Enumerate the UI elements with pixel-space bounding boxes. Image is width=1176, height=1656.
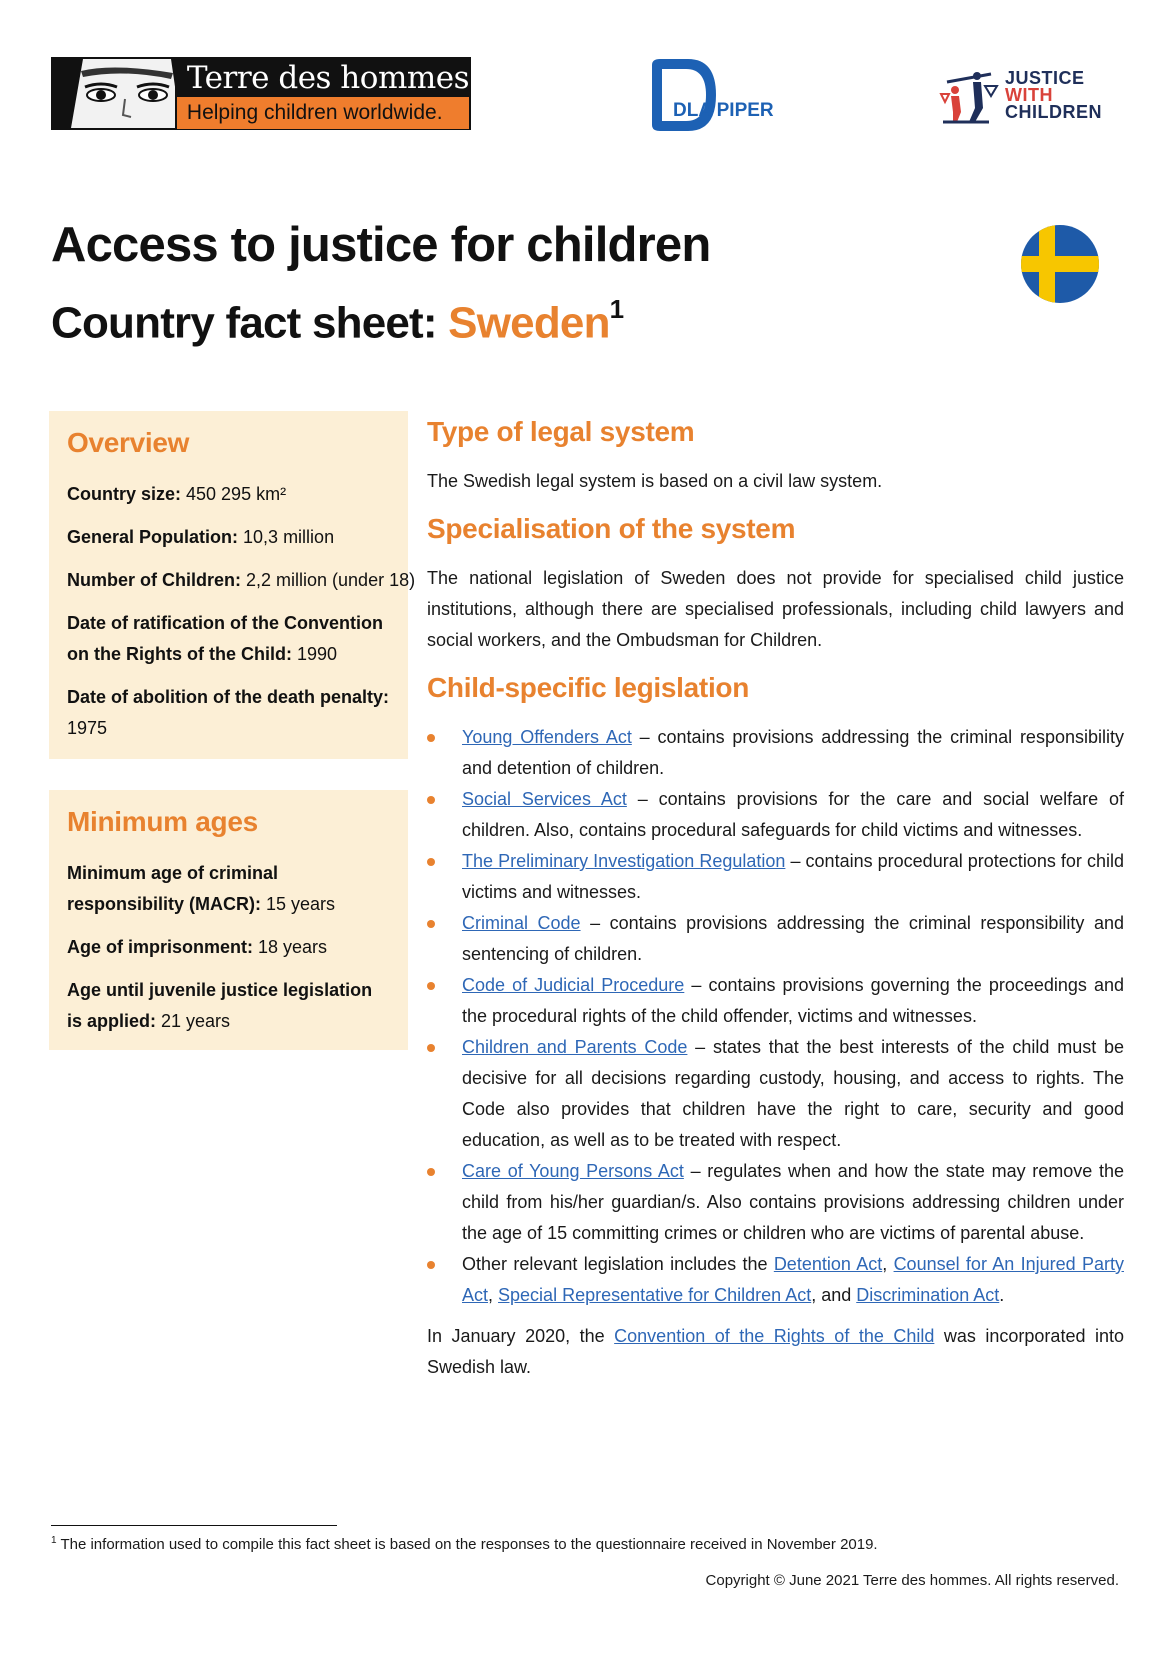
minimum-ages-heading: Minimum ages — [67, 806, 258, 837]
justice-scales-icon — [939, 68, 1003, 124]
page-title: Access to justice for children — [51, 218, 711, 272]
fact-number-of-children: Number of Children: 2,2 million (under 18) — [67, 570, 416, 590]
fact-death-penalty-abolition: Date of abolition of the death penalty: 1975 — [67, 687, 390, 738]
dla-piper-name: DLA PIPER — [673, 100, 774, 121]
bullet-icon — [427, 734, 435, 742]
list-item: Young Offenders Act – contains provisions addressing the criminal responsibility and detention of children. — [427, 722, 1124, 784]
country-name: Sweden — [448, 298, 610, 348]
terre-des-hommes-logo — [51, 57, 471, 130]
legislation-list — [427, 722, 1124, 1311]
bullet-icon — [427, 1168, 435, 1176]
jwc-line-justice: JUSTICE — [1005, 68, 1085, 88]
bullet-icon — [427, 1261, 435, 1269]
link-discrimination-act[interactable]: Discrimination Act — [856, 1285, 1000, 1305]
fact-age-of-imprisonment: Age of imprisonment: 18 years — [67, 937, 328, 957]
footnote: $^1$ The information used to compile this fact sheet is based on the responses to the questionnaire received in November 2019. — [51, 1535, 878, 1553]
fact-general-population: General Population: 10,3 million — [67, 527, 335, 547]
footnote-divider — [51, 1525, 337, 1526]
legal-system-heading: Type of legal system — [427, 416, 695, 447]
link-detention-act[interactable]: Detention Act — [773, 1254, 883, 1274]
minimum-ages-panel — [49, 790, 408, 1050]
list-item: Other relevant legislation includes the Detention Act, Counsel for An Injured Party Act, Special Representative for Children Act, and Discrimination Act. — [427, 1249, 1124, 1311]
page-subtitle — [51, 294, 624, 349]
link-criminal-code[interactable]: Criminal Code — [462, 913, 581, 933]
link-children-and-parents-code[interactable]: Children and Parents Code — [462, 1037, 688, 1057]
subtitle-prefix: Country fact sheet: — [51, 298, 449, 348]
specialisation-text: The national legislation of Sweden does not provide for specialised child justice institutions, although there are specialised professionals, including child lawyers and social workers, and the Ombudsman for Children. — [427, 568, 1124, 650]
sweden-flag-icon — [1021, 225, 1099, 303]
bullet-icon — [427, 796, 435, 804]
link-preliminary-investigation-regulation[interactable]: The Preliminary Investigation Regulation — [462, 851, 786, 871]
jwc-line-children: CHILDREN — [1005, 102, 1102, 122]
tdh-tagline: Helping children worldwide. — [177, 97, 469, 129]
bullet-icon — [427, 858, 435, 866]
list-item: Care of Young Persons Act – regulates when and how the state may remove the child from his/her guardian/s. Also contains provisions addressing children under the age of 15 committing crimes or children who are victims of parental abuse. — [427, 1156, 1124, 1249]
list-item: Social Services Act – contains provisions for the care and social welfare of children. Also, contains procedural safeguards for child victims and witnesses. — [427, 784, 1124, 846]
specialisation-section — [427, 509, 1124, 656]
link-counsel-for-injured-party-act[interactable]: Counsel for An Injured Party Act — [462, 1254, 1124, 1305]
fact-macr: Minimum age of criminal responsibility (MACR): 15 years — [67, 863, 336, 914]
legislation-heading: Child-specific legislation — [427, 672, 750, 703]
overview-heading: Overview — [67, 427, 190, 458]
justice-with-children-logo — [939, 68, 1119, 128]
copyright-notice: Copyright © June 2021 Terre des hommes. All rights reserved. — [705, 1572, 1119, 1589]
link-special-representative-act[interactable]: Special Representative for Children Act — [498, 1285, 812, 1305]
fact-juvenile-justice-age: Age until juvenile justice legislation is applied: 21 years — [67, 980, 373, 1031]
main-content — [427, 412, 1124, 1395]
legislation-section — [427, 668, 1124, 1383]
link-convention-rights-of-child[interactable]: Convention of the Rights of the Child — [614, 1326, 935, 1346]
list-item: Criminal Code – contains provisions addressing the criminal responsibility and sentencing of children. — [427, 908, 1124, 970]
list-item: Code of Judicial Procedure – contains provisions governing the proceedings and the procedural rights of the child offender, victims and witnesses. — [427, 970, 1124, 1032]
jwc-line-with: WITH — [1005, 85, 1053, 105]
bullet-icon — [427, 920, 435, 928]
link-social-services-act[interactable]: Social Services Act — [462, 789, 627, 809]
fact-country-size: Country size: 450 295 km² — [67, 484, 287, 504]
fact-crc-ratification: Date of ratification of the Convention on the Rights of the Child: 1990 — [67, 613, 384, 664]
legal-system-text: The Swedish legal system is based on a civil law system. — [427, 471, 883, 491]
crc-incorporation-text: In January 2020, the Convention of the Rights of the Child was incorporated into Swedish law. — [427, 1326, 1124, 1377]
link-code-of-judicial-procedure[interactable]: Code of Judicial Procedure — [462, 975, 685, 995]
tdh-name: Terre des hommes — [177, 59, 469, 97]
list-item: The Preliminary Investigation Regulation – contains procedural protections for child victims and witnesses. — [427, 846, 1124, 908]
overview-panel — [49, 411, 416, 759]
link-care-of-young-persons-act[interactable]: Care of Young Persons Act — [462, 1161, 684, 1181]
list-item: Children and Parents Code – states that the best interests of the child must be decisive for all decisions regarding custody, housing, and access to rights. The Code also provides that children have the right to care, security and good education, as well as to be treated with respect. — [427, 1032, 1124, 1156]
bullet-icon — [427, 1044, 435, 1052]
specialisation-heading: Specialisation of the system — [427, 513, 796, 544]
link-young-offenders-act[interactable]: Young Offenders Act — [462, 727, 632, 747]
legal-system-section — [427, 412, 1124, 497]
title-footnote-mark: 1 — [609, 294, 624, 324]
dla-piper-logo — [648, 57, 778, 133]
bullet-icon — [427, 982, 435, 990]
child-face-image — [51, 57, 177, 130]
